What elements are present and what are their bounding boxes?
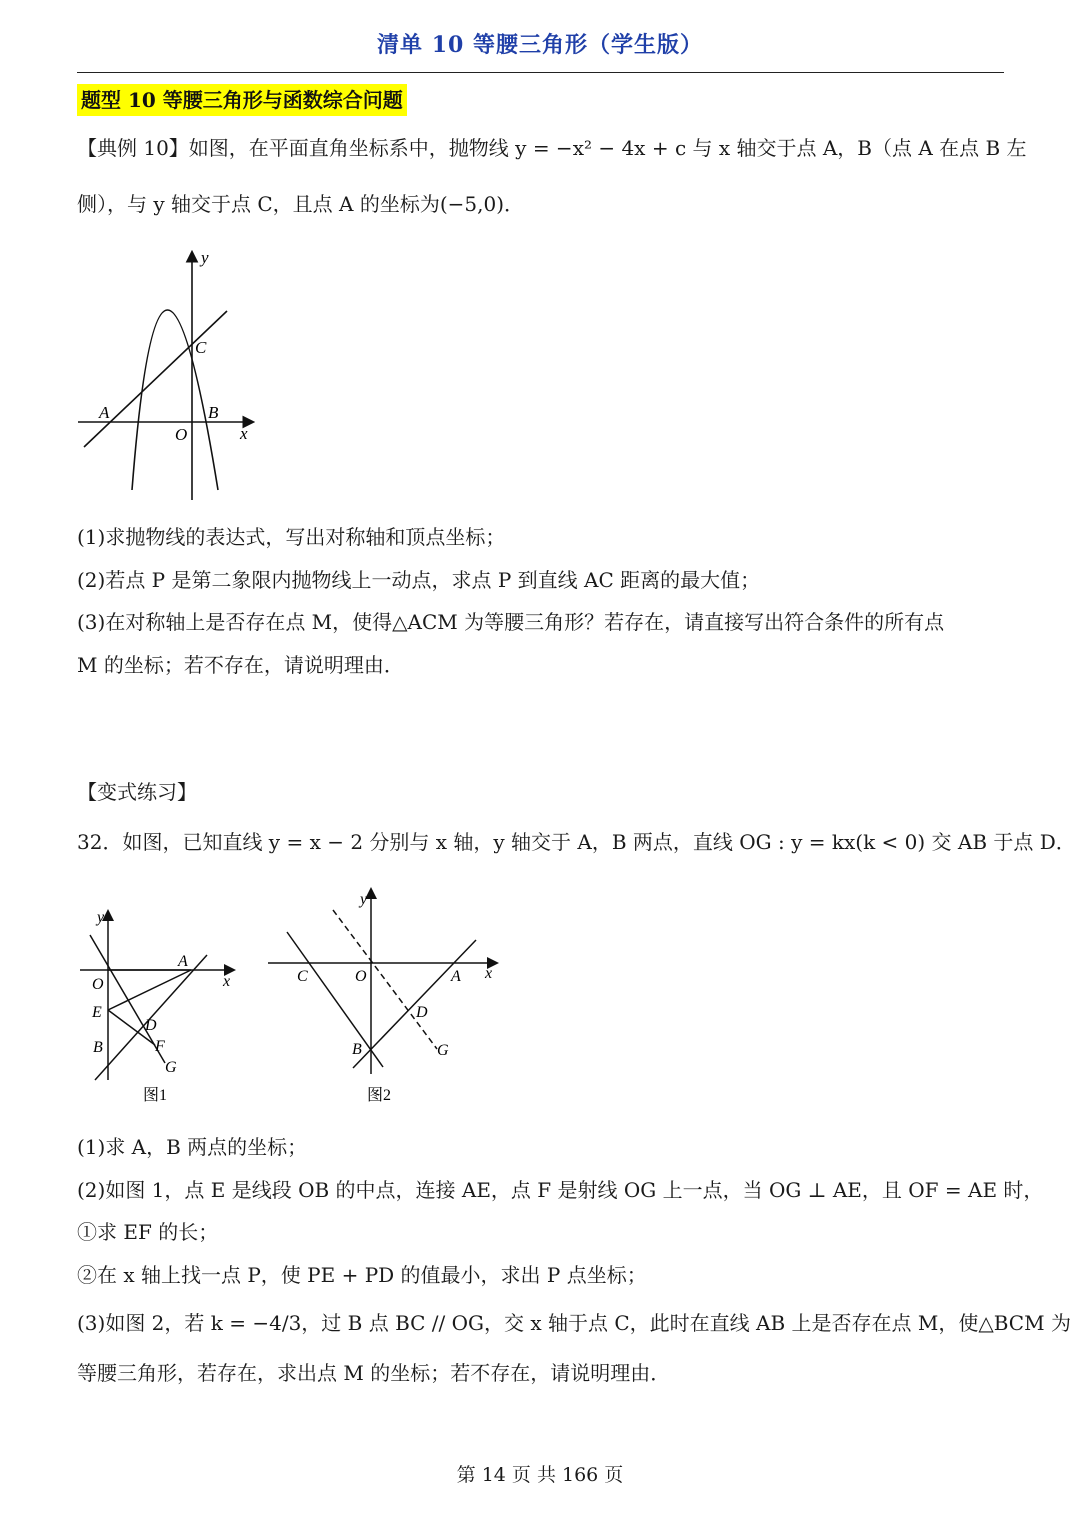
fig1-label-o: O bbox=[92, 976, 104, 993]
example-statement-line1: 【典例 10】如图，在平面直角坐标系中，抛物线 y = −x² − 4x + c 与 x 轴交于点 A，B（点 A 在点 B 左 bbox=[77, 136, 1027, 160]
practice-question-3-line2: 等腰三角形，若存在，求出点 M 的坐标；若不存在，请说明理由． bbox=[77, 1361, 671, 1385]
fig2-caption: 图2 bbox=[367, 1087, 392, 1104]
header-divider bbox=[77, 72, 1004, 73]
line-ac bbox=[84, 311, 227, 447]
label-c: C bbox=[195, 338, 207, 357]
practice-question-2-1: ①求 EF 的长； bbox=[77, 1220, 219, 1244]
section-tag: 题型 10 等腰三角形与函数综合问题 bbox=[77, 84, 407, 116]
page-footer: 第 14 页 共 166 页 bbox=[456, 1464, 624, 1486]
example-question-3-line1: (3)在对称轴上是否存在点 M，使得△ACM 为等腰三角形？若存在，请直接写出符合条件的所有点 bbox=[77, 610, 945, 634]
practice-heading: 【变式练习】 bbox=[77, 780, 197, 804]
fig2-label-o: O bbox=[355, 968, 367, 985]
example-statement-line2: 侧），与 y 轴交于点 C，且点 A 的坐标为(−5,0)． bbox=[77, 192, 525, 216]
fig2-label-d: D bbox=[416, 1004, 428, 1021]
fig2-line-og-dashed bbox=[333, 910, 437, 1049]
fig2-label-g: G bbox=[437, 1042, 449, 1059]
example-question-1: (1)求抛物线的表达式，写出对称轴和顶点坐标； bbox=[77, 525, 506, 549]
fig2-label-c: C bbox=[297, 968, 308, 985]
label-y: y bbox=[201, 248, 209, 267]
practice-question-3-line1: (3)如图 2，若 k = −4/3，过 B 点 BC // OG，交 x 轴于点 C，此时在直线 AB 上是否存在点 M，使△BCM 为 bbox=[77, 1311, 1071, 1335]
label-a: A bbox=[99, 403, 110, 422]
parabola-curve bbox=[132, 310, 218, 490]
example-question-2: (2)若点 P 是第二象限内抛物线上一动点，求点 P 到直线 AC 距离的最大值； bbox=[77, 568, 761, 592]
example-figure bbox=[70, 245, 270, 505]
page-header-title: 清单 10 等腰三角形（学生版） bbox=[377, 32, 703, 58]
figure-1 bbox=[75, 900, 245, 1105]
fig2-label-b: B bbox=[352, 1041, 362, 1058]
practice-question-2: (2)如图 1，点 E 是线段 OB 的中点，连接 AE，点 F 是射线 OG 上一点，当 OG ⊥ AE，且 OF = AE 时， bbox=[77, 1178, 1044, 1202]
fig2-line-bc bbox=[287, 932, 383, 1067]
practice-problem-statement: 32．如图，已知直线 y = x − 2 分别与 x 轴，y 轴交于 A，B 两点，直线 OG : y = kx(k < 0) 交 AB 于点 D． bbox=[77, 830, 1076, 854]
example-question-3-line2: M 的坐标；若不存在，请说明理由． bbox=[77, 653, 404, 677]
practice-question-2-2: ②在 x 轴上找一点 P，使 PE + PD 的值最小，求出 P 点坐标； bbox=[77, 1263, 647, 1287]
fig1-label-d: D bbox=[145, 1017, 157, 1034]
fig1-label-f: F bbox=[155, 1038, 165, 1055]
figure-2 bbox=[265, 882, 510, 1105]
fig1-label-y: y bbox=[97, 909, 105, 926]
fig1-label-a: A bbox=[178, 953, 188, 970]
fig2-label-a: A bbox=[451, 968, 461, 985]
fig2-label-x: x bbox=[485, 965, 493, 982]
fig2-label-y: y bbox=[360, 891, 368, 908]
fig1-label-e: E bbox=[92, 1004, 102, 1021]
label-x: x bbox=[240, 424, 248, 443]
practice-question-1: (1)求 A，B 两点的坐标； bbox=[77, 1135, 308, 1159]
fig1-label-x: x bbox=[223, 973, 231, 990]
fig1-line-ae bbox=[108, 970, 191, 1010]
label-b: B bbox=[208, 403, 219, 422]
fig1-label-b: B bbox=[93, 1039, 103, 1056]
label-origin: O bbox=[175, 425, 188, 444]
fig1-caption: 图1 bbox=[143, 1087, 168, 1104]
fig1-label-g: G bbox=[165, 1059, 177, 1076]
